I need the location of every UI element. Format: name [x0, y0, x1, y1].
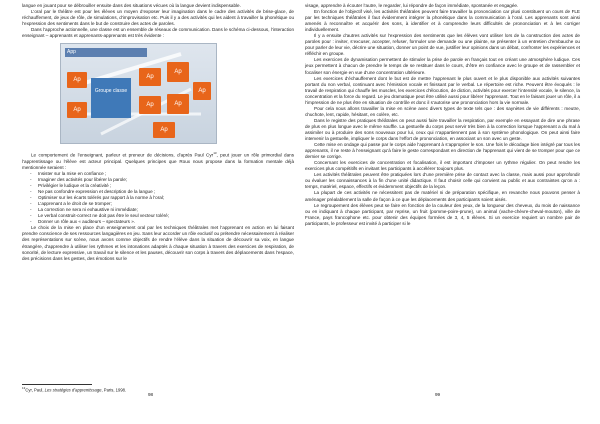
diagram-group-label: Groupe classe	[91, 78, 131, 118]
diagram-box-8: Ap	[153, 122, 175, 138]
footnote-divider	[22, 384, 92, 385]
page-number-left: 98	[148, 392, 154, 397]
footnote-ref: 13	[213, 151, 217, 156]
right-paragraph-11: La plupart de ces activités ne nécessitent pas de matériel ni de préparation spécifique, en revanche nous pouvons penser à aménager préalablement la salle de façon à ce que les déplacements des participants soient aisés.	[305, 190, 580, 202]
diagram-box-6: Ap	[167, 94, 189, 114]
right-paragraph-3: Il y a ensuite d’autres activités sur l’expression des sentiments que les élèves vont utiliser lors de la construction des actes de paroles pour : inviter, s’excuser, accepter, refuser, formuler une demande ou une plainte, se présenter à un entretien d’embauche ou pour parler de leur vie, décrire une situation, donner un point de vue, justifier leur opinions dans un débat, confronter les expériences et réfléchir en groupe.	[305, 33, 580, 57]
list-item: - Privilégier le ludique et la créativité ;	[38, 183, 294, 189]
list-item: - Donner un rôle aux « auditeurs – spectateurs ».	[38, 219, 294, 225]
list-item: - Insister sur la mise en confiance ;	[38, 171, 294, 177]
principles-list	[22, 171, 294, 225]
diagram-box-3: Ap	[139, 68, 161, 86]
right-paragraph-4: Les exercices de dynamisation permettent de stimuler la prise de parole en français tout en créant une atmosphère ludique. Ces jeux permettent à chacun de prendre le temps de se restituer dans le cours, d’être en confiance avec le groupe et de rassembler et focaliser son énergie en vue d’une concentration ultérieure.	[305, 57, 580, 75]
left-paragraph-4: Le comportement de l’enseignant, parleur et preneur de décisions, d’après Paul Cyr$^{13}$, peut jouer un rôle primordial dans l’apprentissage ou l’élève est acteur principal. Quelques principes que Roux nous propose dans la formation mentale déjà mentionnée seraient :	[22, 151, 294, 170]
diagram-app-bar: App	[65, 48, 147, 57]
diagram-box-7: Ap	[193, 82, 211, 100]
left-paragraph-2: L’oral par le théâtre est pour les élèves un moyen d’exposer leur imagination dans le cadre des activités de brise-glace, de réchauffement, de jeux de rôle, de simulations, d’improvisation etc. Puis il y a des activités qui les aident à travailler la phonétique ou l’expression des sentiments dans le but de construire des actes de paroles.	[22, 9, 294, 27]
list-item: - Ne pas confondre expression et description de la langue ;	[38, 189, 294, 195]
right-paragraph-9: Concernant les exercices de concentration et focalisation, il est important d’imposer un rythme régulier. On peut rendre les exercices plus compétitifs en invitant les participants à accélérer toujours plus.	[305, 160, 580, 172]
left-paragraph-1: langue en jouant pour se débrouiller ensuite dans des situations vécues où la langue devient indispensable.	[22, 3, 241, 8]
list-item: - Le verbal construit-correct ne doit pas être le seul vecteur toléré;	[38, 213, 294, 219]
right-paragraph-7: Dans le registre des pratiques théâtrales on peut aussi faire travailler la respiration, par exemple en essayant de dire une phrase de plus en plus longue avec le même souffle. La gestuelle du corps peut servir très bien à la correction lorsque l’apprenant a du mal à assimiler ou à produire des sons nouveaux pour lui, ceux qui n’appartiennent pas à son système phonologique. On peut ainsi faire intervenir la gestuelle, impliquer le corps dans l’effort de prononciation, en associant un son avec un geste.	[305, 117, 580, 142]
diagram-box-4: Ap	[167, 62, 189, 82]
list-item: - La correction ne sera ni exhaustive ni immédiate;	[38, 207, 294, 213]
right-paragraph-10: Les activités théâtrales peuvent être pratiquées lors d’une première prise de contact avec la classe, mais aussi pour approfondir ou évaluer les connaissances à la fin d’une unité didactique. Il faut choisir celle qui convient au public et aux contraintes qu’on a : temps, matériel, espace, effectifs et évidemment objectifs de la leçon.	[305, 172, 580, 190]
right-page	[305, 3, 580, 227]
right-paragraph-5: Les exercices d’échauffement dont le but est de mettre l’apprenant le plus ouvert et le plus disponible aux activités suivantes portant du non verbal, continuant avec l’émission vocale et finissant par le verbal. Le répertoire est riche. Peuvent être évoqués : le travail de respiration qui chauffe les muscles, les exercices d’élocution, de diction, activités pour exercer l’intensité vocale, le silence, la concentration et la force du regard. Le jeu dramatique peut être utilisé aussi pour libérer l’apprenant. Tout en le faisant jouer un rôle, il a l’impression de ne plus être en situation de contrôle et donc il s’autorise une prononciation hors la vie normale.	[305, 75, 580, 105]
page-number-right: 99	[435, 392, 441, 397]
diagram-box-1: Ap	[67, 72, 87, 88]
diagram-box-2: Ap	[67, 102, 87, 118]
left-paragraph-5: Le choix de la mise en place d’un enseignement oral par les techniques théâtrales met l’apprenant en action en lui faisant prendre conscience de ses ressources langagières en jeu. Sans leur accorder un rôle exclusif ou prétendre nécessairement à réaliser des représentations sur scène, nous avons comme objectifs de rendre l’élève dans la situation de découvrir sa voix, en langue étrangère, d’apprendre à utiliser les rythmes et les intonations adaptés à chaque situation à travers des exercices de respiration, de sonorité, de lecture expressive, un travail sur le silence et les pauses, découvrir son corps à travers des déplacements dans l’espace, des précisions dans les gestes, des émotions sur le	[22, 225, 294, 261]
list-item: - Optimiser sur les écarts tolérés par rapport à la norme à l’oral;	[38, 195, 294, 201]
list-item: - Imaginer des activités pour libérer la parole;	[38, 177, 294, 183]
right-paragraph-6: Pour cela nous allons travailler la mise en scène avec divers types de texte tels que : des saynètes de vie différents : meutre, chuchote, lent, rapide, hésitant, en colère, etc.	[305, 105, 580, 117]
left-paragraph-3: Dans l’approche actionnelle, une classe est un ensemble de réseaux de communication. Dans le schéma ci-dessous, l’interaction enseignant – apprenants et apprenants-apprenants est très évidente :	[22, 27, 295, 39]
interaction-diagram	[60, 43, 217, 144]
right-paragraph-2: En fonction de l’objectif visé, les activités théâtrales peuvent faire travailler la prononciation car plusi constituent un cours de FLE par les techniques théâtrales il faut évidemment intégrer la phonétique dans la communication à l’oral. Les apprenants sont ainsi amenés à reconnaître et acquérir des sons, à identifier et à comprendre leurs difficultés de prononciation et à les corriger individuellement.	[305, 9, 580, 33]
left-page	[22, 3, 294, 262]
right-paragraph-1: visage, apprendre à écouter l’autre, le regarder, lui répondre de façon immédiate, spontanée et engagée.	[305, 3, 519, 8]
diagram-box-5: Ap	[139, 96, 161, 114]
list-item: - L’apprenant a le droit de se tromper;	[38, 201, 294, 207]
footnote: $^{13}$Cyr, Paul, Les stratégies d’apprentissage, Paris, 1998.	[22, 386, 127, 393]
right-paragraph-12: Le regroupement des élèves peut se faire en fonction de la couleur des yeux, de la longueur des cheveux, du mois de naissance ou en indiquant à chaque participant, par reprise, un fruit (pomme-poire-prune), un animal (vache-chèvre-cheval-mouton), ville de France, pays francophone etc. pour obtenir des équipes formées de 3, 4, 5 élèves. Si un exercice requiert un nombre pair de participants, le professeur est invité à participer si le	[305, 202, 580, 226]
right-paragraph-8: Cette mise en ondage qui passe par le corps aide l’apprenant à s’approprier le son. Une fois le décodage bien intégré par tous les apprenants, il ne reste à l’enseignant qu’à faire le geste correspondant en direction de l’apprenant qui vient de se tromper pour que ce dernier se corrige.	[305, 142, 580, 160]
